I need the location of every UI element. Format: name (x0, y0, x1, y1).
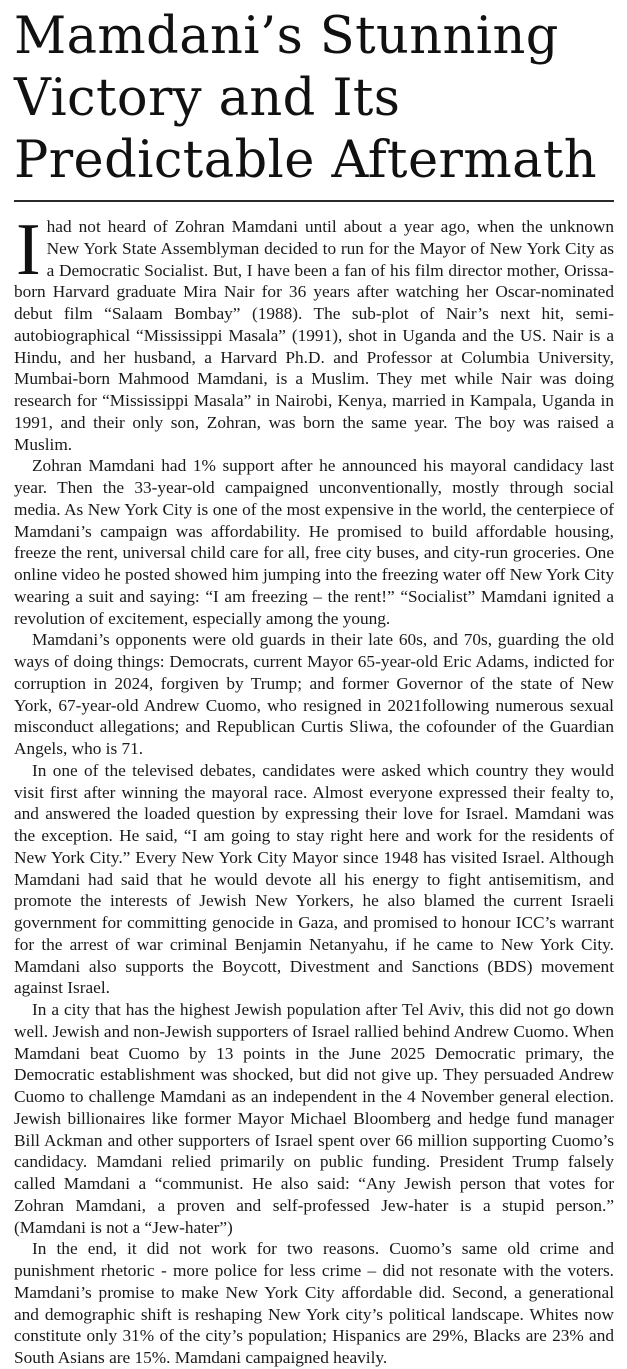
drop-cap: I (16, 209, 41, 291)
article-paragraph-3: Mamdani’s opponents were old guards in their late 60s, and 70s, guarding the old ways of doing things: Democrats, current Mayor 65-year-old Eric Adams, indicted for corruption in 2024, forgiven by Trump; and former Governor of the state of New York, 67-year-old Andrew Cuomo, who resigned in 2021following numerous sexual misconduct allegations; and Republican Curtis Sliwa, the cofounder of the Guardian Angels, who is 71. (14, 630, 614, 758)
paragraph-text: had not heard of Zohran Mamdani until about a year ago, when the unknown New York State Assemblyman decided to run for the Mayor of New York City as a Democratic Socialist. But, I have been a fan of his film director mother, Orissa-born Harvard graduate Mira Nair for 36 years after watching her Oscar-nominated debut film “Salaam Bombay” (1988). The sub-plot of Nair’s next hit, semi-autobiographical “Mississippi Masala” (1991), shot in Uganda and the US. Nair is a Hindu, and her husband, a Harvard Ph.D. and Professor at Columbia University, Mumbai-born Mahmood Mamdani, is a Muslim. They met while Nair was doing research for “Mississippi Masala” in Nairobi, Kenya, married in Kampala, Uganda in 1991, and their only son, Zohran, was born the same year. The boy was raised a Muslim. (14, 217, 614, 454)
headline-rule (14, 200, 614, 202)
headline-line-3: Predictable Aftermath (14, 131, 598, 190)
headline (14, 6, 615, 192)
article-paragraph-1 (14, 209, 614, 455)
article-paragraph-6: In the end, it did not work for two reasons. Cuomo’s same old crime and punishment rhetoric - more police for less crime – did not resonate with the voters. Mamdani’s promise to make New York City affordable did. Second, a generational and demographic shift is reshaping New York city’s political landscape. Whites now constitute only 31% of the city’s population; Hispanics are 29%, Blacks are 23% and South Asians are 15%. Mamdani campaigned heavily. (14, 1239, 614, 1367)
article-paragraph-2: Zohran Mamdani had 1% support after he announced his mayoral candidacy last year. Then the 33-year-old campaigned unconventionally, mostly through social media. As New York City is one of the most expensive in the world, the centerpiece of Mamdani’s campaign was affordability. He promised to build affordable housing, freeze the rent, universal child care for all, free city buses, and city-run groceries. One online video he posted showed him jumping into the freezing water off New York City wearing a suit and saying: “I am freezing – the rent!” “Socialist” Mamdani ignited a revolution of excitement, especially among the young. (14, 456, 614, 628)
headline-line-1: Mamdani’s Stunning (14, 7, 559, 66)
article-paragraph-5: In a city that has the highest Jewish population after Tel Aviv, this did not go down well. Jewish and non-Jewish supporters of Israel rallied behind Andrew Cuomo. When Mamdani beat Cuomo by 13 points in the June 2025 Democratic primary, the Democratic establishment was shocked, but did not give up. They persuaded Andrew Cuomo to challenge Mamdani as an independent in the 4 November general election. Jewish billionaires like former Mayor Michael Bloomberg and hedge fund manager Bill Ackman and other supporters of Israel spent over 66 million supporting Cuomo’s candidacy. Mamdani relied primarily on public funding. President Trump falsely called Mamdani a “communist. He also said: “Any Jewish person that votes for Zohran Mamdani, a proven and self-professed Jew-hater is a stupid person.” (Mamdani is not a “Jew-hater”) (14, 1000, 614, 1237)
headline-line-2: Victory and Its (14, 69, 401, 128)
article-body (14, 209, 614, 1369)
article-paragraph-4: In one of the televised debates, candidates were asked which country they would visit first after winning the mayoral race. Almost everyone expressed their fealty to, and answered the loaded question by expressing their love for Israel. Mamdani was the exception. He said, “I am going to stay right here and work for the residents of New York City.” Every New York City Mayor since 1948 has visited Israel. Although Mamdani had said that he would devote all his energy to fight antisemitism, and promote the interests of Jewish New Yorkers, he also blamed the current Israeli government for committing genocide in Gaza, and promised to honour ICC’s warrant for the arrest of war criminal Benjamin Netanyahu, if he came to New York City. Mamdani also supports the Boycott, Divestment and Sanctions (BDS) movement against Israel. (14, 760, 614, 998)
